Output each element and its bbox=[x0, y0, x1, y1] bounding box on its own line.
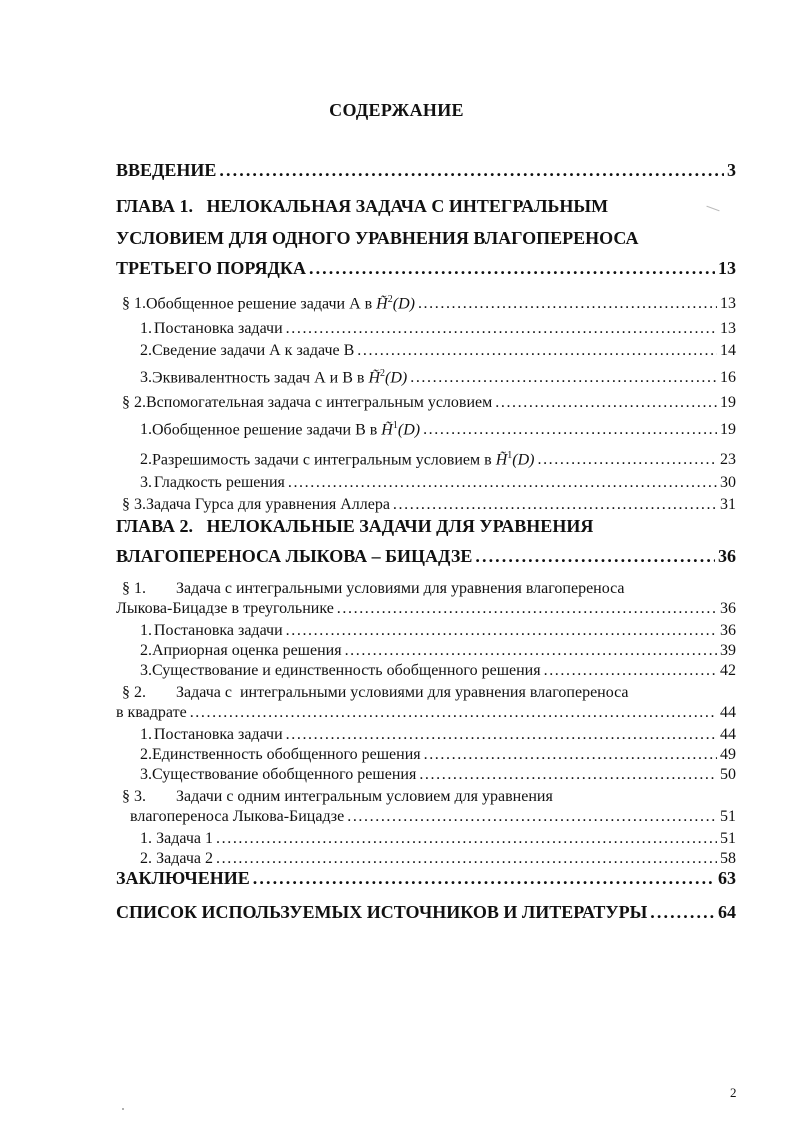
ch2-section-1-line-1[interactable] bbox=[122, 580, 625, 598]
math-argument: (D) bbox=[397, 421, 421, 439]
page-title: СОДЕРЖАНИЕ bbox=[329, 100, 464, 120]
toc-entry-label: ВВЕДЕНИЕ bbox=[116, 160, 217, 180]
toc-entry-ch2-s2-item-1[interactable] bbox=[140, 726, 736, 744]
math-superscript: 2 bbox=[387, 294, 393, 305]
toc-entry-ch2-s3-item-2[interactable] bbox=[140, 850, 736, 868]
section-number: § 3. bbox=[122, 496, 146, 513]
toc-entry-ch1-section-1[interactable] bbox=[122, 294, 736, 313]
toc-entry-ch1-s2-item-2[interactable] bbox=[140, 450, 736, 469]
toc-entry-ch2-s1-item-3[interactable] bbox=[140, 662, 736, 680]
item-title bbox=[152, 450, 534, 469]
toc-page-number: 64 bbox=[718, 902, 736, 922]
section-number: § 2. bbox=[122, 394, 146, 411]
toc-page-number: 19 bbox=[720, 394, 736, 411]
chapter-2-title-part-1: ГЛАВА 2. НЕЛОКАЛЬНЫЕ ЗАДАЧИ ДЛЯ УРАВНЕНИЯ bbox=[116, 516, 594, 536]
chapter-1-title-part-1: ГЛАВА 1. НЕЛОКАЛЬНАЯ ЗАДАЧА С ИНТЕГРАЛЬНЫМ bbox=[116, 196, 609, 216]
item-title bbox=[152, 368, 407, 387]
toc-page-number: 23 bbox=[720, 451, 736, 469]
dot-leader bbox=[219, 160, 724, 181]
item-title: Сведение задачи А к задаче В bbox=[152, 342, 355, 359]
section-number: § 1. bbox=[122, 295, 146, 313]
item-number: 2. bbox=[140, 850, 152, 867]
toc-page-number: 39 bbox=[720, 642, 736, 659]
dot-leader bbox=[424, 746, 717, 764]
dot-leader bbox=[418, 295, 717, 313]
section-number: § 2. bbox=[122, 684, 146, 701]
dot-leader bbox=[650, 902, 715, 923]
chapter-1-heading-line-1[interactable] bbox=[116, 196, 608, 217]
section-title-part-1: Задача с интегральными условиями для уравнения влагопереноса bbox=[176, 684, 629, 701]
toc-page-number: 19 bbox=[720, 421, 736, 439]
section-title-text: Обобщенное решение задачи А в bbox=[146, 295, 377, 313]
math-superscript: 2 bbox=[380, 368, 386, 379]
dot-leader bbox=[286, 320, 717, 338]
toc-page-number: 14 bbox=[720, 342, 736, 359]
dot-leader bbox=[288, 474, 717, 492]
toc-page-number: 36 bbox=[720, 600, 736, 617]
dot-leader bbox=[253, 868, 715, 889]
toc-entry-ch2-section-3[interactable] bbox=[130, 808, 736, 826]
item-number: 3. bbox=[140, 474, 152, 491]
chapter-1-heading-line-2[interactable] bbox=[116, 228, 638, 249]
toc-entry-ch1-s1-item-2[interactable] bbox=[140, 342, 736, 360]
item-title: Гладкость решения bbox=[153, 474, 285, 491]
toc-entry-label: СПИСОК ИСПОЛЬЗУЕМЫХ ИСТОЧНИКОВ И ЛИТЕРАТУРЫ bbox=[116, 902, 648, 922]
item-title: Постановка задачи bbox=[153, 726, 283, 743]
item-title: Единственность обобщенного решения bbox=[152, 746, 421, 763]
dot-leader bbox=[410, 369, 717, 387]
dot-leader bbox=[309, 258, 715, 279]
toc-entry-ch2-s2-item-3[interactable] bbox=[140, 766, 736, 784]
item-title: Постановка задачи bbox=[153, 320, 283, 337]
dot-leader bbox=[216, 850, 717, 868]
item-number: 2. bbox=[140, 451, 152, 469]
math-argument: (D) bbox=[512, 451, 535, 469]
section-title-part-2: в квадрате bbox=[116, 704, 187, 721]
chapter-2-heading-line-1[interactable] bbox=[116, 516, 593, 537]
item-title: Существование обобщенного решения bbox=[152, 766, 417, 783]
toc-page-number: 3 bbox=[727, 160, 736, 180]
toc-page-number: 44 bbox=[720, 704, 736, 721]
toc-entry-ch2-s1-item-2[interactable] bbox=[140, 642, 736, 660]
section-number: § 1. bbox=[122, 580, 146, 597]
toc-page-number: 58 bbox=[720, 850, 736, 867]
toc-page-number: 16 bbox=[720, 369, 736, 387]
toc-page-number: 36 bbox=[720, 622, 736, 639]
dot-leader bbox=[544, 662, 717, 680]
dot-leader bbox=[347, 808, 717, 826]
dot-leader bbox=[495, 394, 717, 412]
toc-page-number: 44 bbox=[720, 726, 736, 743]
toc-entry-ch1-section-2[interactable] bbox=[122, 394, 736, 412]
math-symbol-H: H̃ bbox=[376, 295, 388, 313]
math-argument: (D) bbox=[385, 369, 408, 387]
item-title: Задача 1 bbox=[156, 830, 214, 847]
dot-leader bbox=[190, 704, 717, 722]
dot-leader bbox=[537, 451, 717, 469]
toc-entry-ch2-s3-item-1[interactable] bbox=[140, 830, 736, 848]
toc-entry-label: ЗАКЛЮЧЕНИЕ bbox=[116, 868, 250, 888]
toc-entry-ch1-s1-item-1[interactable] bbox=[140, 320, 736, 338]
toc-entry-ch2-s1-item-1[interactable] bbox=[140, 622, 736, 640]
item-number: 1. bbox=[140, 320, 152, 337]
item-number: 1. bbox=[140, 726, 152, 743]
item-number: 1. bbox=[140, 830, 152, 847]
item-number: 3. bbox=[140, 766, 152, 783]
toc-page-number: 13 bbox=[720, 320, 736, 337]
toc-entry-ch1-s2-item-3[interactable] bbox=[140, 474, 736, 492]
math-argument: (D) bbox=[392, 295, 415, 313]
toc-entry-ch2-s2-item-2[interactable] bbox=[140, 746, 736, 764]
toc-page-number: 13 bbox=[718, 258, 736, 278]
item-title bbox=[152, 420, 420, 439]
ch2-section-3-line-1[interactable] bbox=[122, 788, 553, 806]
math-symbol-H: H̃ bbox=[495, 451, 508, 469]
dot-leader bbox=[357, 342, 717, 360]
toc-entry-chapter-2[interactable] bbox=[116, 546, 736, 567]
dot-leader bbox=[345, 642, 717, 660]
toc-entry-ch1-section-3[interactable] bbox=[122, 496, 736, 514]
toc-page-number: 50 bbox=[720, 766, 736, 783]
dot-leader bbox=[286, 726, 717, 744]
chapter-1-title-part-3: ТРЕТЬЕГО ПОРЯДКА bbox=[116, 258, 306, 278]
math-superscript: 1 bbox=[392, 420, 398, 431]
item-number: 3. bbox=[140, 369, 152, 387]
item-title-text: Разрешимость задачи с интегральным условием в bbox=[152, 451, 496, 469]
scan-speck bbox=[706, 206, 719, 212]
toc-page-number: 49 bbox=[720, 746, 736, 763]
section-title-part-1: Задачи с одним интегральным условием для уравнения bbox=[176, 788, 553, 805]
item-number: 3. bbox=[140, 662, 152, 679]
math-superscript: 1 bbox=[507, 450, 513, 461]
toc-entry-ch2-section-2[interactable] bbox=[116, 704, 736, 722]
dot-leader bbox=[216, 830, 717, 848]
toc-page-number: 63 bbox=[718, 868, 736, 888]
toc-page-number: 51 bbox=[720, 830, 736, 847]
item-number: 2. bbox=[140, 642, 152, 659]
toc-entry-introduction[interactable] bbox=[116, 160, 736, 181]
dot-leader bbox=[286, 622, 717, 640]
chapter-1-title-part-2: УСЛОВИЕМ ДЛЯ ОДНОГО УРАВНЕНИЯ ВЛАГОПЕРЕНОСА bbox=[116, 228, 639, 248]
math-symbol-H: H̃ bbox=[368, 369, 381, 387]
toc-entry-ch1-s1-item-3[interactable] bbox=[140, 368, 736, 387]
toc-entry-ch2-section-1[interactable] bbox=[116, 600, 736, 618]
toc-entry-conclusion[interactable] bbox=[116, 868, 736, 889]
math-symbol-H: H̃ bbox=[381, 421, 393, 439]
section-title bbox=[146, 294, 415, 313]
page-number: 2 bbox=[730, 1085, 737, 1100]
toc-page-number: 31 bbox=[720, 496, 736, 513]
item-number: 2. bbox=[140, 746, 152, 763]
item-number: 2. bbox=[140, 342, 152, 359]
toc-page-number: 36 bbox=[718, 546, 736, 566]
dot-leader bbox=[423, 421, 717, 439]
section-title: Вспомогательная задача с интегральным условием bbox=[146, 394, 493, 411]
item-title-text: Обобщенное решение задачи В в bbox=[152, 421, 382, 439]
toc-page-number: 42 bbox=[720, 662, 736, 679]
toc-entry-ch1-s2-item-1[interactable] bbox=[140, 420, 736, 439]
chapter-2-title-part-2: ВЛАГОПЕРЕНОСА ЛЫКОВА – БИЦАДЗЕ bbox=[116, 546, 473, 566]
toc-page-number: 13 bbox=[720, 295, 736, 313]
dot-leader bbox=[419, 766, 717, 784]
scan-speck bbox=[122, 1108, 124, 1110]
item-number: 1. bbox=[140, 622, 152, 639]
dot-leader bbox=[337, 600, 717, 618]
item-title: Существование и единственность обобщенного решения bbox=[152, 662, 541, 679]
toc-entry-chapter-1[interactable] bbox=[116, 258, 736, 279]
dot-leader bbox=[475, 546, 715, 567]
item-number: 1. bbox=[140, 421, 152, 439]
section-title-part-1: Задача с интегральными условиями для уравнения влагопереноса bbox=[176, 580, 625, 597]
section-title: Задача Гурса для уравнения Аллера bbox=[146, 496, 390, 513]
item-title: Постановка задачи bbox=[153, 622, 283, 639]
section-title-part-2: Лыкова-Бицадзе в треугольнике bbox=[116, 600, 334, 617]
toc-page-number: 30 bbox=[720, 474, 736, 491]
section-number: § 3. bbox=[122, 788, 146, 805]
item-title: Априорная оценка решения bbox=[152, 642, 342, 659]
dot-leader bbox=[393, 496, 717, 514]
toc-entry-bibliography[interactable] bbox=[116, 902, 736, 923]
item-title-text: Эквивалентность задач А и В в bbox=[152, 369, 369, 387]
toc-page-number: 51 bbox=[720, 808, 736, 825]
item-title: Задача 2 bbox=[156, 850, 214, 867]
ch2-section-2-line-1[interactable] bbox=[122, 684, 629, 702]
section-title-part-2: влагопереноса Лыкова-Бицадзе bbox=[130, 808, 345, 825]
